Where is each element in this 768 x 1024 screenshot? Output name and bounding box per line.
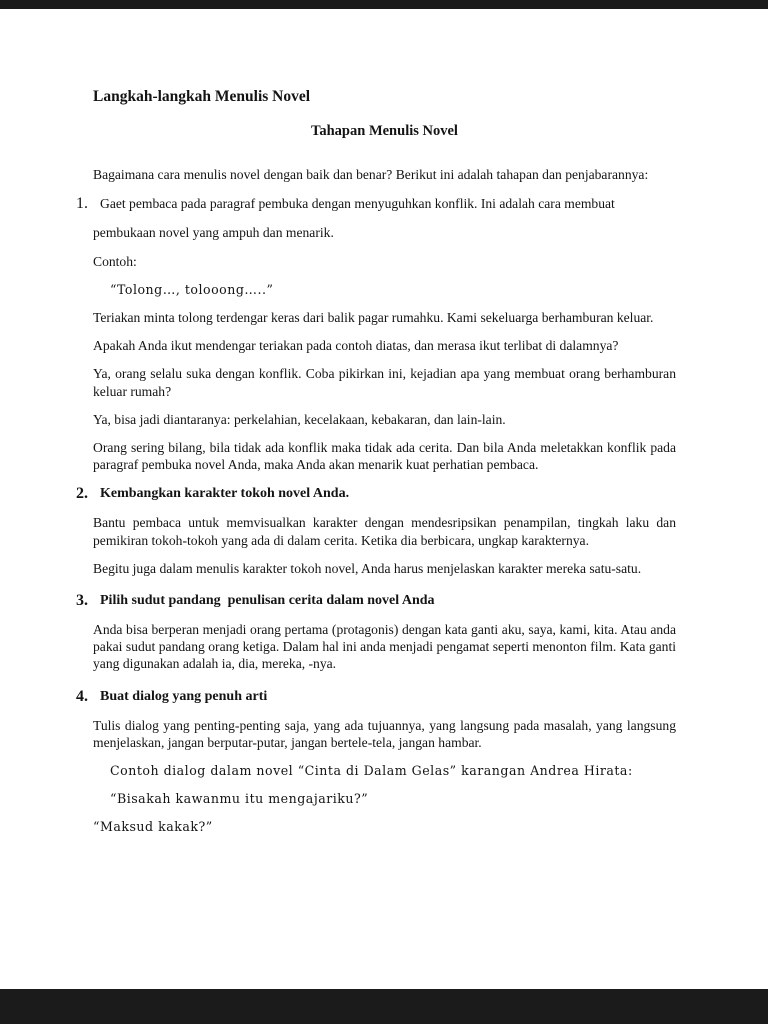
paragraph: Teriakan minta tolong terdengar keras dari balik pagar rumahku. Kami sekeluarga berhamburan keluar. xyxy=(93,310,654,326)
paragraph: Anda bisa berperan menjadi orang pertama (protagonis) dengan kata ganti aku, saya, kami, kita. Atau anda pakai sudut pandang orang ketiga. Dalam hal ini anda menjadi pengamat seperti menonton film. Kata ganti yang digunakan adalah ia, dia, mereka, -nya. xyxy=(93,622,676,672)
list-number-2: 2. xyxy=(76,485,88,503)
document-title: Langkah-langkah Menulis Novel xyxy=(93,88,311,105)
quote-line: “Bisakah kawanmu itu mengajariku?” xyxy=(110,791,369,807)
bottom-border-bar xyxy=(0,989,768,1024)
list-item-3-heading: Pilih sudut pandang penulisan cerita dalam novel Anda xyxy=(100,593,435,609)
paragraph: Contoh: xyxy=(93,253,137,269)
paragraph: pembukaan novel yang ampuh dan menarik. xyxy=(93,225,334,241)
quote-line: “Maksud kakak?” xyxy=(93,819,213,835)
list-item-4-heading: Buat dialog yang penuh arti xyxy=(100,688,268,704)
list-number-1: 1. xyxy=(76,195,88,213)
list-item-1 xyxy=(76,195,676,213)
quote-line: Contoh dialog dalam novel “Cinta di Dalam Gelas” karangan Andrea Hirata: xyxy=(110,763,633,779)
document-subtitle: Tahapan Menulis Novel xyxy=(311,123,458,139)
paragraph: Apakah Anda ikut mendengar teriakan pada contoh diatas, dan merasa ikut terlibat di dalamnya? xyxy=(93,338,619,354)
paragraph: Orang sering bilang, bila tidak ada konflik maka tidak ada cerita. Dan bila Anda meletakkan konflik pada paragraf pembuka novel Anda, maka Anda akan menarik kuat perhatian pembaca. xyxy=(93,440,676,473)
list-number-3: 3. xyxy=(76,592,88,610)
list-number-4: 4. xyxy=(76,687,88,705)
paragraph: Ya, bisa jadi diantaranya: perkelahian, kecelakaan, kebakaran, dan lain-lain. xyxy=(93,411,506,427)
paragraph: Begitu juga dalam menulis karakter tokoh novel, Anda harus menjelaskan karakter mereka satu-satu. xyxy=(93,560,642,576)
paragraph: Ya, orang selalu suka dengan konflik. Coba pikirkan ini, kejadian apa yang membuat orang berhamburan keluar rumah? xyxy=(93,366,676,399)
paragraph: Bantu pembaca untuk memvisualkan karakter dengan mendesripsikan penampilan, tingkah laku dan pemikiran tokoh-tokoh yang ada di dalam cerita. Ketika dia berbicara, ungkap karakternya. xyxy=(93,515,676,548)
paragraph: Tulis dialog yang penting-penting saja, yang ada tujuannya, yang langsung pada masalah, yang langsung menjelaskan, jangan berputar-putar, jangan bertele-tela, jangan hambar. xyxy=(93,717,676,750)
list-item-2 xyxy=(76,485,676,503)
intro-paragraph: Bagaimana cara menulis novel dengan baik dan benar? Berikut ini adalah tahapan dan penjabarannya: xyxy=(93,167,649,182)
document-page xyxy=(76,0,676,836)
list-item-3 xyxy=(76,592,676,610)
list-item-2-heading: Kembangkan karakter tokoh novel Anda. xyxy=(100,486,350,502)
list-item-1-heading: Gaet pembaca pada paragraf pembuka dengan menyuguhkan konflik. Ini adalah cara membuat xyxy=(100,196,615,212)
list-item-4 xyxy=(76,687,676,705)
quote-line: “Tolong…, tolooong…..” xyxy=(110,281,274,297)
